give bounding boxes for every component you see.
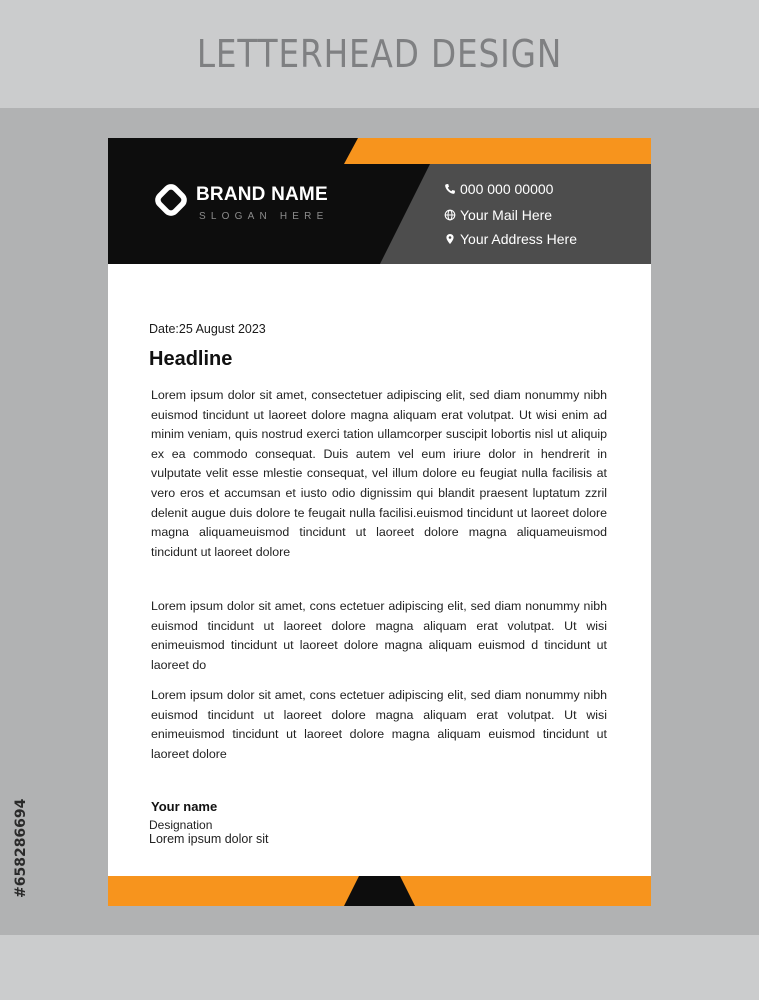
- signature-designation: Designation: [149, 818, 213, 832]
- contact-phone: [443, 179, 553, 199]
- contact-mail: [443, 205, 552, 225]
- body-paragraph-2: Lorem ipsum dolor sit amet, cons ectetuer adipiscing elit, sed diam nonummy nibh euismod tincidunt ut laoreet dolore magna aliquam erat volutpat. Ut wisi enimeuismod tincidunt ut laoreet dolore magna aliquam euismod d tincidunt ut laoreet do: [151, 599, 607, 672]
- banner-title: LETTERHEAD DESIGN: [196, 32, 563, 76]
- phone-number: 000 000 00000: [460, 181, 554, 197]
- signature-name: Your name: [151, 799, 218, 814]
- brand-slogan: SLOGAN HERE: [199, 211, 329, 222]
- letter-date: Date:25 August 2023: [149, 322, 266, 336]
- phone-icon: [443, 182, 457, 196]
- stock-id-label: #658286694: [13, 798, 29, 898]
- location-pin-icon: [443, 232, 457, 246]
- brand-name: BRAND NAME: [196, 184, 328, 205]
- bottom-banner: [0, 935, 759, 1000]
- header-accent-stripe: [344, 138, 651, 164]
- contact-address: [443, 229, 577, 249]
- body-paragraph-1: Lorem ipsum dolor sit amet, consectetuer adipiscing elit, sed diam nonummy nibh euismod tincidunt ut laoreet dolore magna aliquam erat volutpat. Ut wisi enim ad minim veniam, quis nostrud exerci tation ullamcorper suscipit lobortis nisl ut aliquip ex ea commodo consequat. Duis autem vel eum iriure dolor in hendrerit in vulputate velit esse mlestie consequat, vel illum dolore eu feugiat nulla facilisis at vero eros et accumsan et iusto odio dignissim qui blandit praesent luptatum zzril delenit augue duis dolore te feugait nulla facilisi.euismod tincidunt ut laoreet dolore magna aliquameuismod tincidunt ut laoreet dolore magna aliquameuismod tincidunt ut laoreet dolore: [151, 388, 607, 559]
- postal-address: Your Address Here: [460, 231, 577, 247]
- body-paragraph-3: Lorem ipsum dolor sit amet, cons ectetuer adipiscing elit, sed diam nonummy nibh euismod tincidunt ut laoreet dolore magna aliquam erat volutpat. Ut wisi enimeuismod tincidunt ut laoreet dolore magna aliquam euismod tincidunt ut laoreet dolore: [151, 688, 607, 761]
- rounded-diamond-icon: [153, 182, 189, 218]
- signature-line: Lorem ipsum dolor sit: [149, 832, 269, 846]
- globe-icon: [443, 208, 457, 222]
- footer-graphic: [108, 876, 651, 906]
- letter-headline: Headline: [149, 348, 233, 370]
- email-address: Your Mail Here: [460, 207, 553, 223]
- letterhead-sheet: [108, 138, 651, 906]
